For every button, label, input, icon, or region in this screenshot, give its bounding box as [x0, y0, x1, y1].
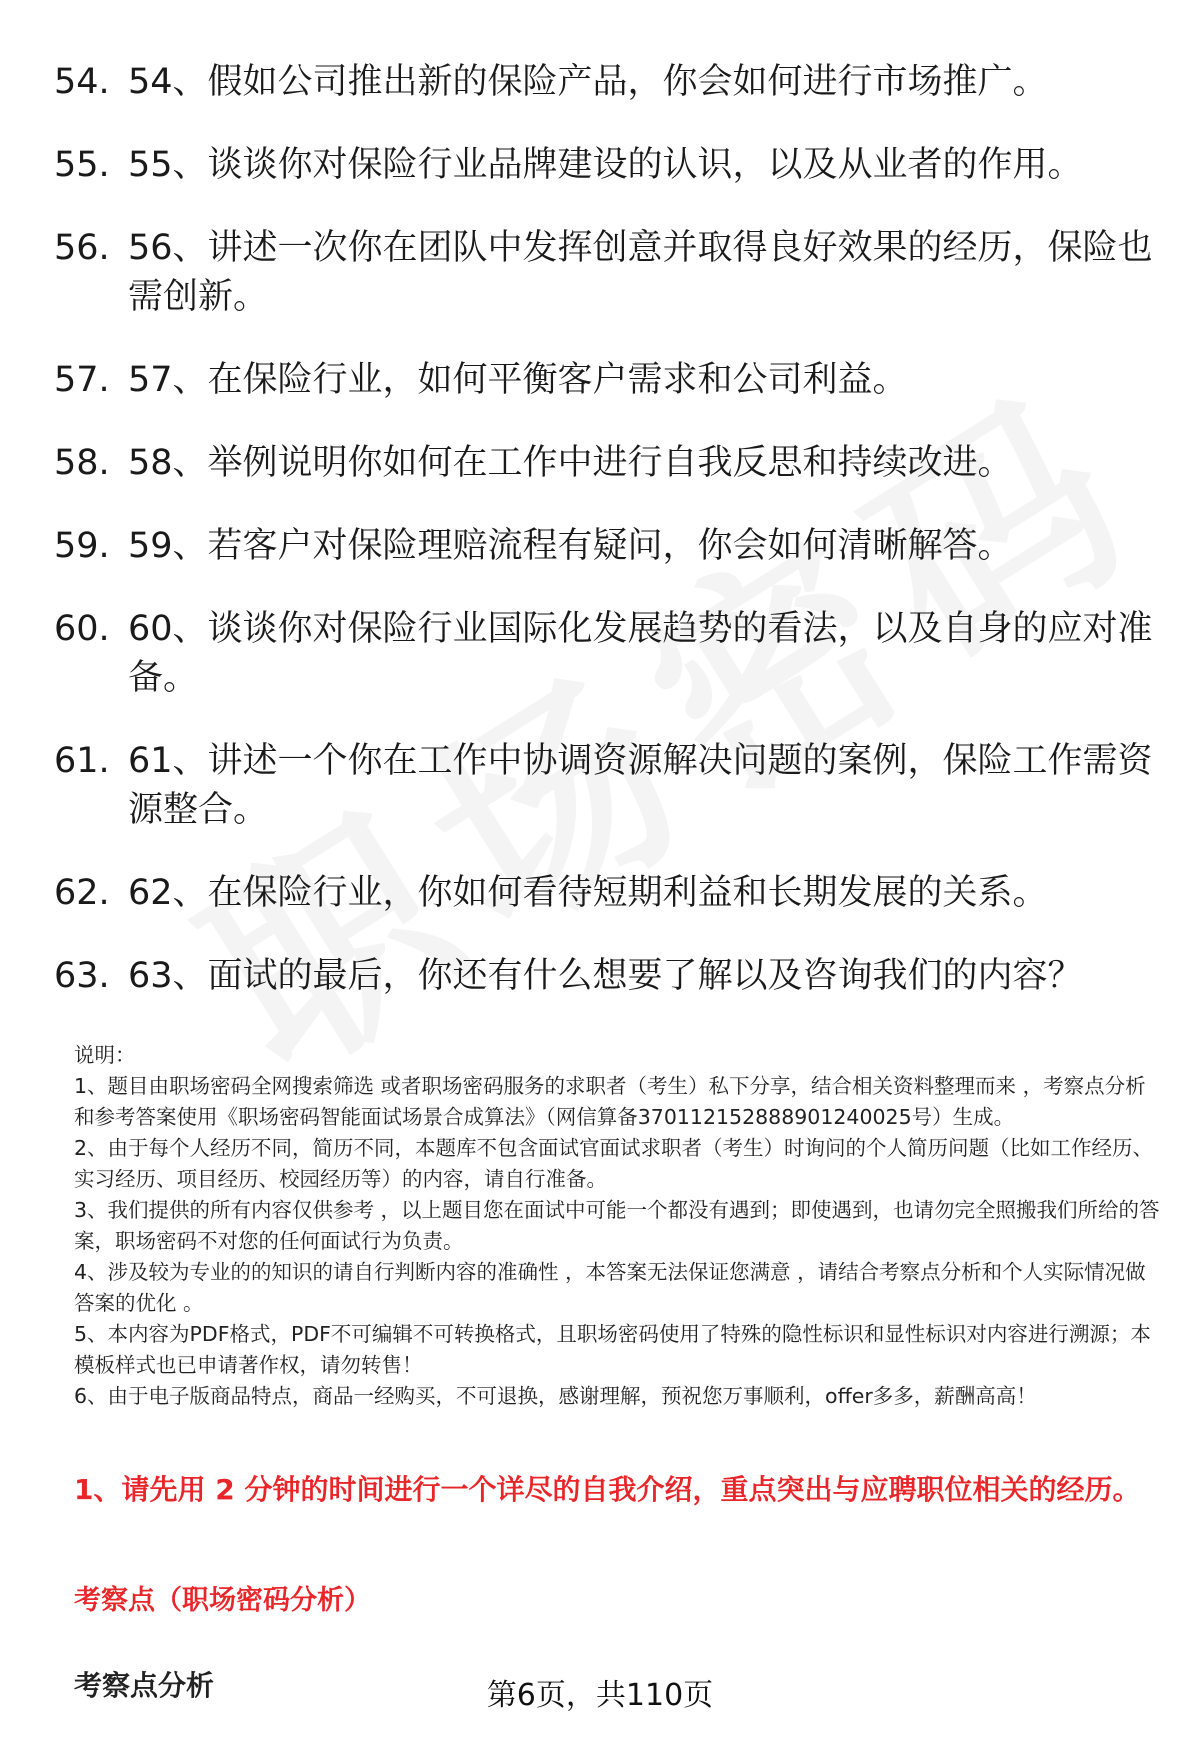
notes-title: 说明：	[74, 1043, 136, 1067]
question-list	[54, 58, 1154, 1035]
question-text: 62、在保险行业，你如何看待短期利益和长期发展的关系。	[128, 873, 1048, 913]
question-item	[54, 224, 1154, 322]
notes-section	[74, 1040, 1164, 1412]
question-text: 57、在保险行业，如何平衡客户需求和公司利益。	[128, 360, 908, 400]
page-footer: 第6页，共110页	[486, 1678, 714, 1713]
question-number: 56.	[54, 228, 110, 268]
question-number: 55.	[54, 145, 110, 185]
question-number: 59.	[54, 526, 110, 566]
question-item	[54, 141, 1154, 190]
note-item: 3、我们提供的所有内容仅供参考 ，以上题目您在面试中可能一个都没有遇到；即使遇到，也请勿完全照搬我们所给的答案，职场密码不对您的任何面试行为负责。	[74, 1198, 1160, 1253]
question-item	[54, 605, 1154, 703]
question-number: 62.	[54, 873, 110, 913]
note-item: 2、由于每个人经历不同，简历不同，本题库不包含面试官面试求职者（考生）时询问的个人简历问题（比如工作经历、实习经历、项目经历、校园经历等）的内容，请自行准备。	[74, 1136, 1154, 1191]
question-number: 63.	[54, 956, 110, 996]
question-item	[54, 58, 1154, 107]
note-item: 4、涉及较为专业的的知识的请自行判断内容的准确性 ，本答案无法保证您满意 ，请结合考察点分析和个人实际情况做答案的优化 。	[74, 1260, 1146, 1315]
analysis-heading: 考察点（职场密码分析）	[74, 1585, 371, 1616]
question-number: 57.	[54, 360, 110, 400]
question-text: 55、谈谈你对保险行业品牌建设的认识，以及从业者的作用。	[128, 145, 1083, 185]
cut-off-heading-text: 考察点分析	[74, 1669, 215, 1702]
question-text: 60、谈谈你对保险行业国际化发展趋势的看法，以及自身的应对准备。	[128, 609, 1153, 698]
question-item	[54, 522, 1154, 571]
question-number: 60.	[54, 609, 110, 649]
question-number: 58.	[54, 443, 110, 483]
featured-question: 1、请先用 2 分钟的时间进行一个详尽的自我介绍，重点突出与应聘职位相关的经历。	[74, 1473, 1141, 1506]
question-item	[54, 869, 1154, 918]
question-text: 61、讲述一个你在工作中协调资源解决问题的案例，保险工作需资源整合。	[128, 741, 1153, 830]
question-text: 58、举例说明你如何在工作中进行自我反思和持续改进。	[128, 443, 1013, 483]
question-item	[54, 737, 1154, 835]
question-text: 59、若客户对保险理赔流程有疑问，你会如何清晰解答。	[128, 526, 1013, 566]
note-item: 1、题目由职场密码全网搜索筛选 或者职场密码服务的求职者（考生）私下分享，结合相关资料整理而来 ，考察点分析和参考答案使用《职场密码智能面试场景合成算法》（网信算备370112152888901240025号）生成。	[74, 1074, 1146, 1129]
question-item	[54, 439, 1154, 488]
note-item: 5、本内容为PDF格式，PDF不可编辑不可转换格式，且职场密码使用了特殊的隐性标识和显性标识对内容进行溯源；本模板样式也已申请著作权，请勿转售！	[74, 1322, 1151, 1377]
question-number: 54.	[54, 62, 110, 102]
question-text: 56、讲述一次你在团队中发挥创意并取得良好效果的经历，保险也需创新。	[128, 228, 1153, 317]
question-item	[54, 356, 1154, 405]
question-text: 54、假如公司推出新的保险产品，你会如何进行市场推广。	[128, 62, 1048, 102]
question-number: 61.	[54, 741, 110, 781]
note-item: 6、由于电子版商品特点，商品一经购买，不可退换，感谢理解，预祝您万事顺利，offer多多，薪酬高高！	[74, 1384, 1037, 1408]
question-item	[54, 952, 1154, 1001]
question-text: 63、面试的最后，你还有什么想要了解以及咨询我们的内容？	[128, 956, 1083, 996]
